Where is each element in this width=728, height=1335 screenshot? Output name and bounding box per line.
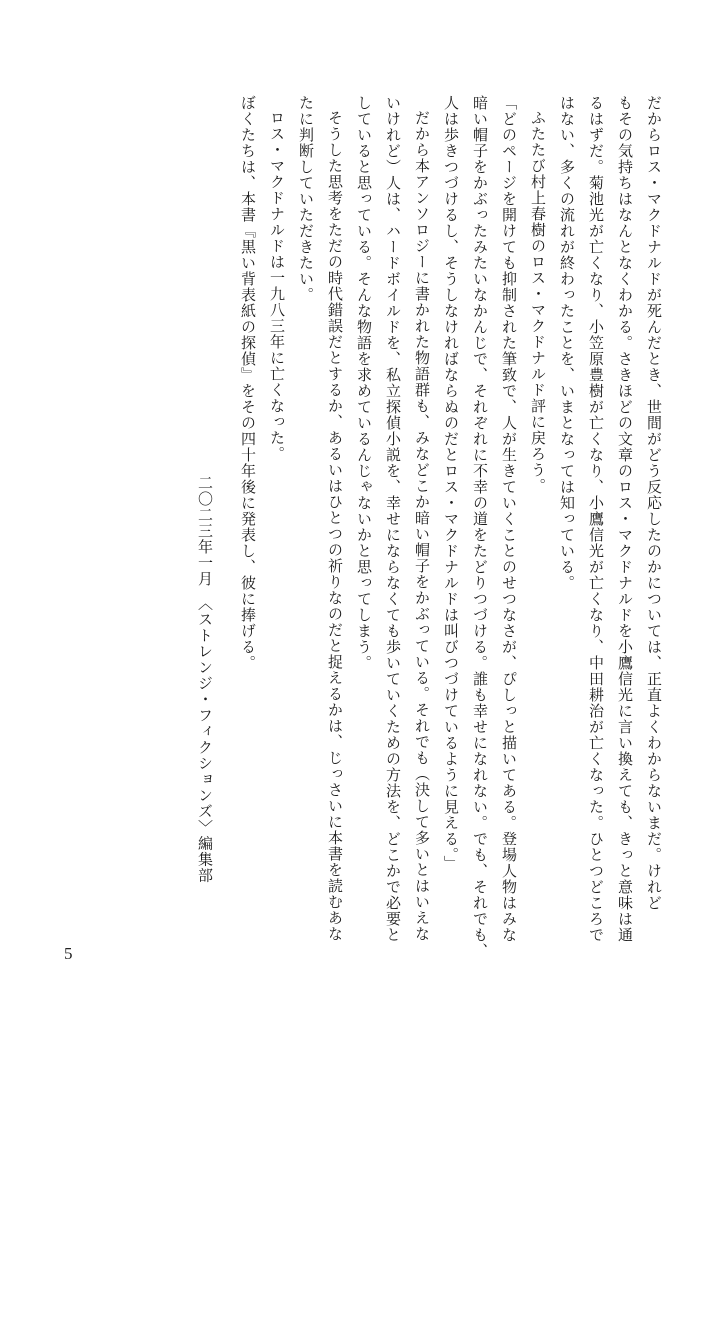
text-line: だからロス・マクドナルドが死んだとき、世間がどう反応したのかについては、正直よくわからないまだ。けれど xyxy=(645,95,663,911)
text-line: いけれど）人は、ハードボイルドを、私立探偵小説を、幸せにならなくても歩いていくための方法を、どこかで必要と xyxy=(384,95,402,943)
text-line: そうした思考をただの時代錯誤だとするか、あるいはひとつの祈りなのだと捉えるかは、じっさいに本書を読むあな xyxy=(326,110,344,942)
text-line: ふたたび村上春樹のロス・マクドナルド評に戻ろう。 xyxy=(529,110,547,494)
spacer xyxy=(219,95,233,955)
text-line: たに判断していただきたい。 xyxy=(297,95,315,303)
page-number: 5 xyxy=(64,944,73,963)
text-line: るはずだ。菊池光が亡くなり、小笠原豊樹が亡くなり、小鷹信光が亡くなり、中田耕治が亡くなった。ひとつどころで xyxy=(587,95,605,943)
text-line: 人は歩きつづけるし、そうしなければならぬのだとロス・マクドナルドは叫びつづけているように見える。」 xyxy=(442,95,460,872)
vertical-body-text xyxy=(28,95,668,959)
text-line: だから本アンソロジーに書かれた物語群も、みなどこか暗い帽子をかぶっている。それでも（決して多いとはいえな xyxy=(413,110,431,942)
text-line: ロス・マクドナルドは一九八三年に亡くなった。 xyxy=(268,110,286,462)
text-line: ぼくたちは、本書『黒い背表紙の探偵』をその四十年後に発表し、彼に捧げる。 xyxy=(239,95,257,671)
signature-line xyxy=(190,95,219,1335)
text-line: はない、多くの流れが終わったことを、いまとなっては知っている。 xyxy=(558,95,576,591)
date-line: 二〇二三年一月 xyxy=(196,475,214,587)
text-line: もその気持ちはなんとなくわかる。さきほどの文章のロス・マクドナルドを小鷹信光に言い換えても、きっと意味は通 xyxy=(616,95,634,943)
signature: 〈ストレンジ・フィクションズ〉編集部 xyxy=(196,603,214,884)
text-line: していると思っている。そんな物語を求めているんじゃないかと思ってしまう。 xyxy=(355,95,373,671)
text-line: 「どのページを開けても抑制された筆致で、人が生きていくことのせつなさが、ぴしっと描いてある。登場人物はみな xyxy=(500,95,518,943)
text-line: 暗い帽子をかぶったみたいなかんじで、それぞれに不幸の道をたどりつづける。誰も幸せになれない。でも、それでも、 xyxy=(471,95,489,959)
